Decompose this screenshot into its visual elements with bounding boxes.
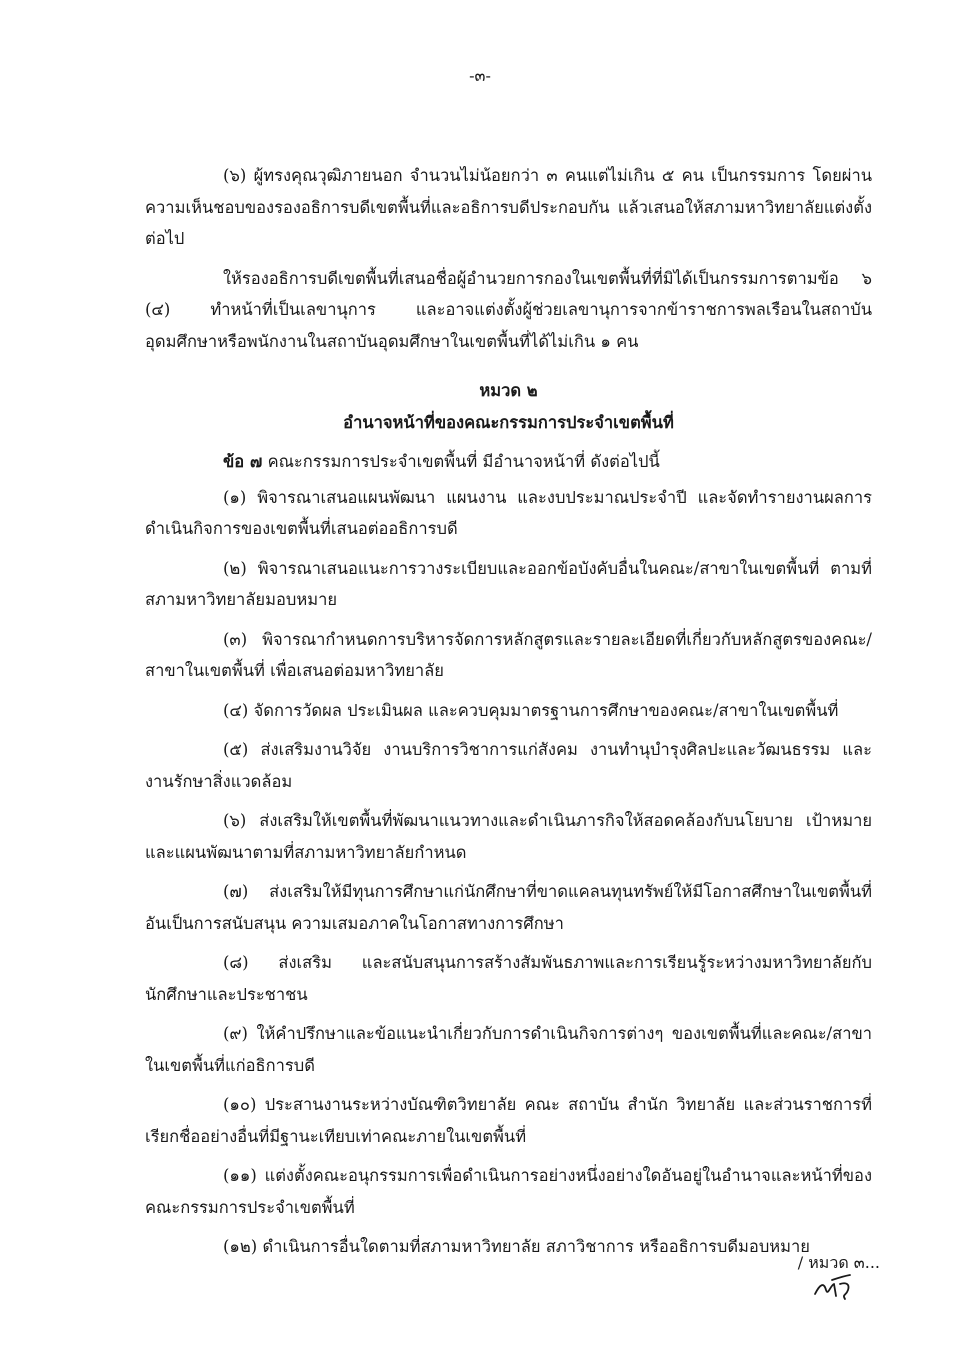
- paragraph-item-6: (๖) ผู้ทรงคุณวุฒิภายนอก จำนวนไม่น้อยกว่า ๓ คนแต่ไม่เกิน ๕ คน เป็นกรรมการ โดยผ่านความเห็นชอบของรองอธิการบดีเขตพื้นที่และอธิการบดีประกอบกัน แล้วเสนอให้สภามหาวิทยาลัยแต่งตั้งต่อไป: [145, 166, 872, 248]
- paragraph-secretary: ให้รองอธิการบดีเขตพื้นที่เสนอชื่อผู้อำนวยการกองในเขตพื้นที่ที่มิได้เป็นกรรมการตามข้อ ๖ (๔) ทำหน้าที่เป็นเลขานุการ และอาจแต่งตั้งผู้ช่วยเลขานุการจากข้าราชการพลเรือนในสถาบันอุดมศึกษาหรือพนักงานในสถาบันอุดมศึกษาในเขตพื้นที่ได้ไม่เกิน ๑ คน: [145, 268, 872, 351]
- list-item: (๗) ส่งเสริมให้มีทุนการศึกษาแก่นักศึกษาที่ขาดแคลนทุนทรัพย์ให้มีโอกาสศึกษาในเขตพื้นที่ อันเป็นการสนับสนุน ความเสมอภาคในโอกาสทางการศึกษา: [145, 882, 872, 933]
- list-item: (๓) พิจารณากำหนดการบริหารจัดการหลักสูตรและรายละเอียดที่เกี่ยวกับหลักสูตรของคณะ/สาขาในเขตพื้นที่ เพื่อเสนอต่อมหาวิทยาลัย: [145, 629, 872, 680]
- article-text: คณะกรรมการประจำเขตพื้นที่ มีอำนาจหน้าที่ ดังต่อไปนี้: [262, 452, 660, 471]
- page-number: -๓-: [469, 66, 491, 85]
- continuation-marker: / หมวด ๓...: [797, 1253, 880, 1272]
- list-item: (๒) พิจารณาเสนอแนะการวางระเบียบและออกข้อบังคับอื่นในคณะ/สาขาในเขตพื้นที่ ตามที่สภามหาวิทยาลัยมอบหมาย: [145, 558, 872, 609]
- list-item: (๖) ส่งเสริมให้เขตพื้นที่พัฒนาแนวทางและดำเนินภารกิจให้สอดคล้องกับนโยบาย เป้าหมาย และแผนพัฒนาตามที่สภามหาวิทยาลัยกำหนด: [145, 811, 872, 862]
- list-item: (๔) จัดการวัดผล ประเมินผล และควบคุมมาตรฐานการศึกษาของคณะ/สาขาในเขตพื้นที่: [223, 700, 839, 720]
- article-7: [145, 446, 872, 478]
- chapter-number: หมวด ๒: [479, 381, 538, 400]
- list-item: (๑) พิจารณาเสนอแผนพัฒนา แผนงาน และงบประมาณประจำปี และจัดทำรายงานผลการดำเนินกิจการของเขตพื้นที่เสนอต่ออธิการบดี: [145, 487, 872, 538]
- list-item: (๑๐) ประสานงานระหว่างบัณฑิตวิทยาลัย คณะ สถาบัน สำนัก วิทยาลัย และส่วนราชการที่เรียกชื่ออย่างอื่นที่มีฐานะเทียบเท่าคณะภายในเขตพื้นที่: [145, 1095, 872, 1146]
- chapter-heading: [145, 375, 872, 438]
- list-item: (๕) ส่งเสริมงานวิจัย งานบริการวิชาการแก่สังคม งานทำนุบำรุงศิลปะและวัฒนธรรม และงานรักษาสิ่งแวดล้อม: [145, 740, 872, 791]
- list-item: (๙) ให้คำปรึกษาและข้อแนะนำเกี่ยวกับการดำเนินกิจการต่างๆ ของเขตพื้นที่และคณะ/สาขา ในเขตพื้นที่แก่อธิการบดี: [145, 1024, 872, 1075]
- document-body: [145, 160, 872, 1271]
- chapter-title: อำนาจหน้าที่ของคณะกรรมการประจำเขตพื้นที่: [343, 412, 674, 432]
- handwritten-signature-icon: [812, 1272, 854, 1302]
- article-number: ข้อ ๗: [223, 452, 263, 471]
- list-item: (๘) ส่งเสริม และสนับสนุนการสร้างสัมพันธภาพและการเรียนรู้ระหว่างมหาวิทยาลัยกับนักศึกษาและประชาชน: [145, 953, 872, 1004]
- list-item: (๑๑) แต่งตั้งคณะอนุกรรมการเพื่อดำเนินการอย่างหนึ่งอย่างใดอันอยู่ในอำนาจและหน้าที่ของคณะกรรมการประจำเขตพื้นที่: [145, 1166, 872, 1217]
- list-item: (๑๒) ดำเนินการอื่นใดตามที่สภามหาวิทยาลัย สภาวิชาการ หรืออธิการบดีมอบหมาย: [223, 1237, 810, 1256]
